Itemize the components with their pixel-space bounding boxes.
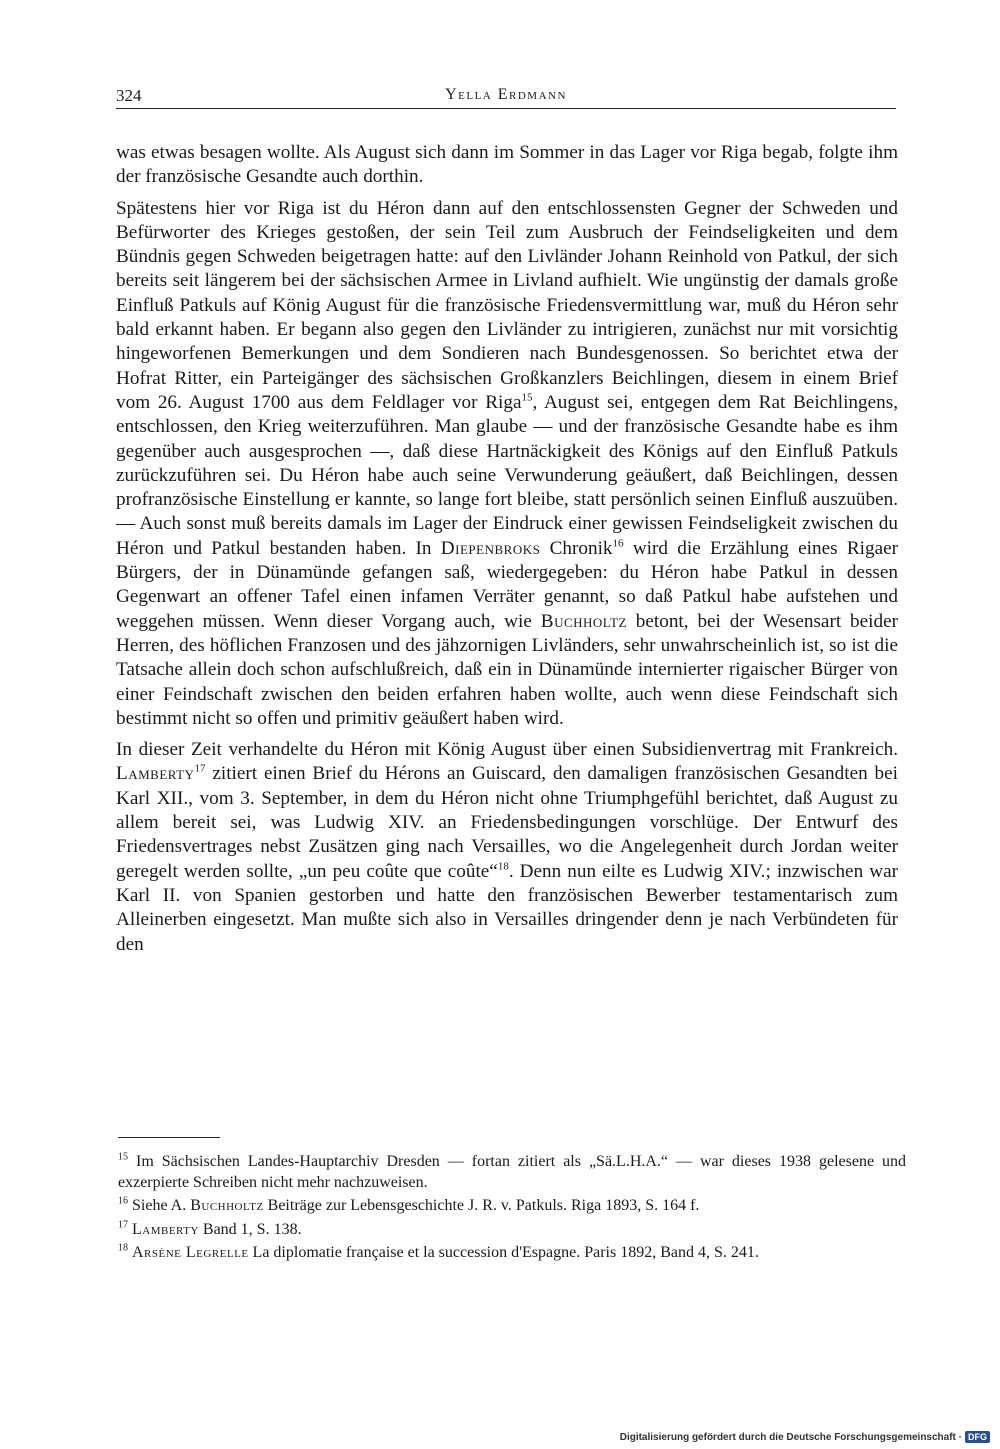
footnote-17: [118, 1220, 906, 1241]
footnote-text: Im Sächsischen Landes-Hauptarchiv Dresden — fortan zitiert als „Sä.L.H.A.“ — war dieses 1938 gelesene und exzerpierte Schreiben nicht mehr nachzuweisen.: [118, 1153, 907, 1191]
paragraph-3-text: . Denn nun eilte es Ludwig XIV.; inzwischen war Karl II. von Spanien gestorben und hatte den französischen Bewerber testamentarisch zum Alleinerben eingesetzt. Man mußte sich also in Versailles dringender denn je nach Verbündeten für den: [116, 860, 898, 955]
footnote-number: 16: [118, 1195, 128, 1207]
footnote-text: Siehe A.: [132, 1197, 191, 1214]
footnote-ref-17[interactable]: 17: [194, 763, 206, 776]
paragraph-1: was etwas besagen wollte. Als August sich dann im Sommer in das Lager vor Riga begab, folgte ihm der französische Gesandte auch dorthin.: [116, 142, 898, 188]
footnote-ref-18[interactable]: 18: [497, 860, 509, 873]
footnote-number: 18: [118, 1242, 128, 1254]
footnote-number: 15: [118, 1151, 128, 1163]
paragraph-2-text: , August sei, entgegen dem Rat Beichlingens, entschlossen, den Krieg weiterzuführen. Man glaube — und der französische Gesandte habe es ihm gegenüber auch ausgesprochen —, daß diese Hartnäckigkeit des Königs auf den Einfluß Patkuls zurückzuführen sei. Du Héron habe auch seine Verwunderung geäußert, daß Beichlingen, dessen profranzösische Einstellung er kannte, so lange fort bleibe, statt persönlich seinen Einfluß auszuüben. — Auch sonst muß bereits damals im Lager der Eindruck einer gewissen Feindseligkeit zwischen du Héron und Patkul bestanden haben. In: [116, 391, 898, 559]
paragraph-3: [116, 738, 898, 957]
running-header: [116, 86, 896, 109]
footnote-18: [118, 1243, 906, 1264]
page-number: 324: [116, 86, 142, 105]
footnote-ref-15[interactable]: 15: [521, 391, 533, 404]
footnote-divider: [118, 1137, 220, 1138]
credit-text: Digitalisierung gefördert durch die Deutsche Forschungsgemeinschaft ·: [619, 1432, 962, 1443]
footnote-15: [118, 1152, 906, 1193]
dfg-logo: DFG: [965, 1431, 990, 1443]
footnote-author: Lamberty: [132, 1220, 199, 1238]
author-diepenbrok: Diepenbroks: [440, 537, 541, 559]
paragraph-2-text: wird die Erzählung eines Rigaer Bürgers, der in Dünamünde gefangen saß, wiedergegeben: du Héron habe Patkul in dessen Gegenwart an offener Tafel einen infamen Verräter genannt, so daß Patkul habe aufstehen und weggehen müssen. Wenn dieser Vorgang auch, wie: [116, 537, 898, 632]
footnote-text: Beiträge zur Lebensgeschichte J. R. v. Patkuls. Riga 1893, S. 164 f.: [263, 1197, 700, 1214]
footnote-author: Buchholtz: [190, 1197, 264, 1214]
author-buchholtz: Buchholtz: [540, 610, 627, 632]
body-text: [116, 141, 898, 964]
paragraph-2-start: Spätestens hier vor Riga ist du Héron dann auf den entschlossensten Gegner der Schweden und Befürworter des Krieges gestoßen, der sein Teil zum Ausbruch der Feindseligkeiten und dem Bündnis gegen Schweden beigetragen hatte: auf den Livländer Johann Reinhold von Patkul, der sich bereits seit längerem bei der sächsischen Armee in Livland aufhielt. Wie ungünstig der damals große Einfluß Patkuls auf König August für die französische Friedensvermittlung war, muß du Héron sehr bald erkannt haben. Er begann also gegen den Livländer zu intrigieren, zunächst nur mit vorsichtig hingeworfenen Bemerkungen und dem Sondieren nach Bundesgenossen. So berichtet etwa der Hofrat Ritter, ein Parteigänger des sächsischen Großkanzlers Beichlingen, diesem in einem Brief vom 26. August 1700 aus dem Feldlager vor Riga: [116, 197, 898, 413]
author-lamberty: Lamberty: [116, 763, 195, 785]
footnote-number: 17: [118, 1219, 128, 1231]
paragraph-2: [116, 197, 898, 732]
footnote-text: Band 1, S. 138.: [198, 1220, 302, 1238]
paragraph-2-text: betont, bei der Wesensart beider Herren, des höflichen Franzosen und des jähzornigen Livländers, sehr unwahrscheinlich ist, so ist die Tatsache allein doch schon aufschlußreich, daß ein in Dünamünde internierter rigaischer Bürger von einer Feindschaft zwischen den beiden erfahren haben wollte, auch wenn diese Feindschaft sich bestimmt nicht so offen und primitiv geäußert haben wird.: [116, 610, 898, 729]
paragraph-3-text: zitiert einen Brief du Hérons an Guiscard, den damaligen französischen Gesandten bei Karl XII., vom 3. September, in dem du Héron nicht ohne Triumphgefühl berichtet, daß August zu allem bereit sei, was Ludwig XIV. an Friedensbedingungen vorschlüge. Der Entwurf des Friedensvertrages nebst Zusätzen ging nach Versailles, wo die Angelegenheit durch Jordan weiter geregelt werden sollte, „un peu coûte que coûte“: [116, 763, 898, 882]
dfg-credit: [620, 1431, 990, 1443]
footnote-author: Arsène Legrelle: [132, 1244, 249, 1261]
footnotes: [118, 1152, 906, 1267]
paragraph-3-start: In dieser Zeit verhandelte du Héron mit König August über einen Subsidienvertrag mit Frankreich.: [116, 739, 898, 761]
footnote-ref-16[interactable]: 16: [612, 537, 624, 550]
footnote-16: [118, 1196, 906, 1217]
paragraph-2-text: Chronik: [540, 537, 613, 559]
running-head-author: Yella Erdmann: [445, 86, 567, 103]
footnote-text: La diplomatie française et la succession d'Espagne. Paris 1892, Band 4, S. 241.: [248, 1244, 759, 1261]
